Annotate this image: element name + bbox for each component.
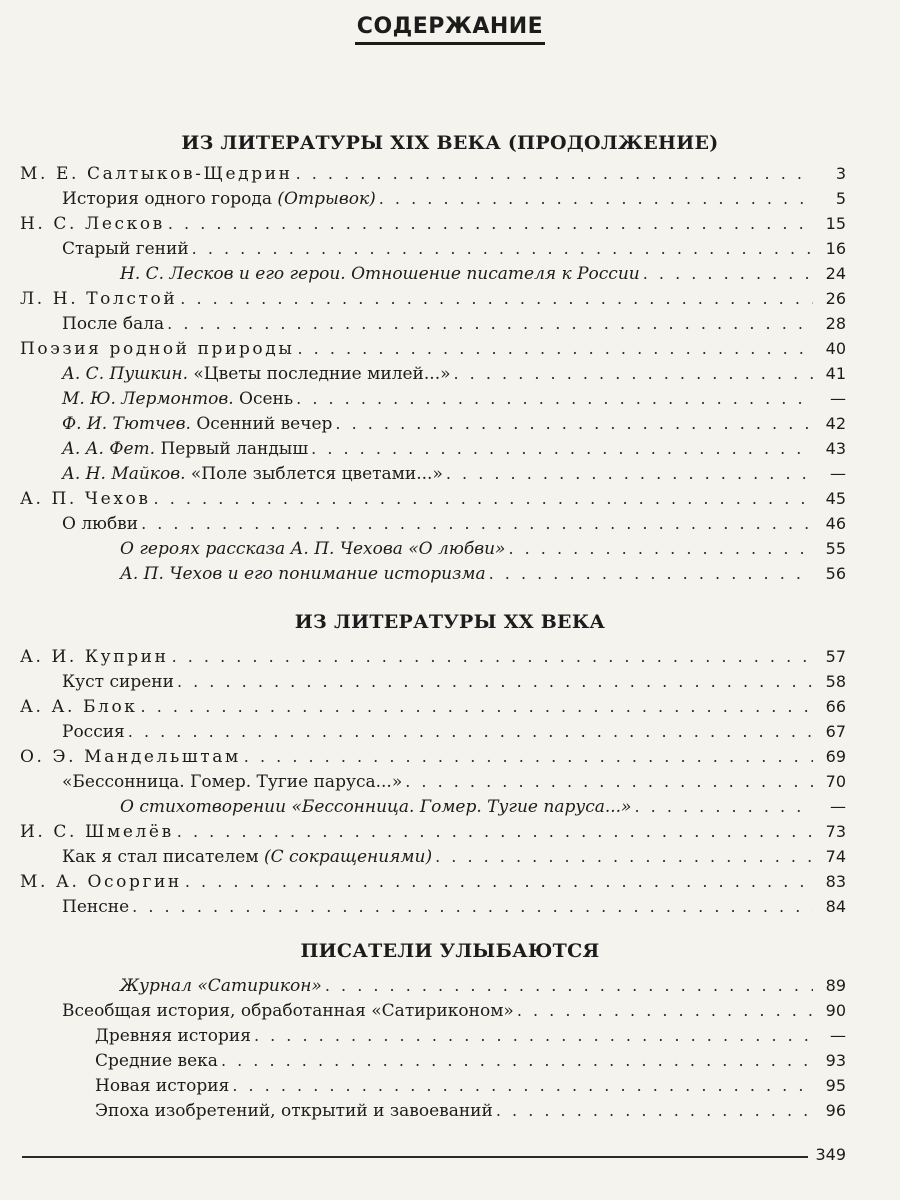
author-name: Поэзия родной природы bbox=[20, 339, 295, 359]
entry-title-part: (Отрывок) bbox=[277, 189, 376, 209]
entry-title-part: «Цветы последние милей...» bbox=[188, 364, 451, 384]
toc-page-number: 55 bbox=[825, 539, 846, 558]
toc-entry-title bbox=[95, 1049, 218, 1073]
dot-leader bbox=[446, 462, 813, 486]
toc-page-number: 56 bbox=[825, 564, 846, 583]
author-name: А. П. Чехов bbox=[20, 489, 151, 509]
toc-entry bbox=[62, 437, 846, 461]
toc-entry bbox=[20, 287, 846, 311]
toc-entry bbox=[20, 212, 846, 236]
toc-entry-title bbox=[62, 412, 332, 436]
toc-entry-title bbox=[62, 895, 129, 919]
dot-leader bbox=[496, 1099, 813, 1123]
toc-page-number: 69 bbox=[825, 747, 846, 766]
toc-page-number: 73 bbox=[825, 822, 846, 841]
toc-entry bbox=[62, 187, 846, 211]
entry-title-part: Первый ландыш bbox=[155, 439, 309, 459]
entry-title-part: Древняя история bbox=[95, 1026, 251, 1046]
dot-leader bbox=[335, 412, 813, 436]
entry-title-part: Средние века bbox=[95, 1051, 218, 1071]
entry-title-part: А. Н. Майков. bbox=[62, 464, 186, 484]
toc-entry bbox=[120, 974, 846, 998]
toc-entry bbox=[20, 820, 846, 844]
toc-entry bbox=[62, 387, 846, 411]
toc-page-number: 90 bbox=[825, 1001, 846, 1020]
toc-page-number: 15 bbox=[825, 214, 846, 233]
toc-page-number: 58 bbox=[825, 672, 846, 691]
author-name: М. Е. Салтыков-Щедрин bbox=[20, 164, 293, 184]
entry-title-part: А. П. Чехов и его понимание историзма bbox=[120, 564, 486, 584]
toc-entry-title bbox=[62, 187, 376, 211]
toc-entry bbox=[62, 845, 846, 869]
entry-title-part: О стихотворении «Бессонница. Гомер. Тугие паруса...» bbox=[120, 797, 632, 817]
toc-entry bbox=[62, 895, 846, 919]
toc-entry bbox=[95, 1099, 846, 1123]
dot-leader bbox=[311, 437, 813, 461]
dot-leader bbox=[177, 670, 813, 694]
dot-leader bbox=[167, 312, 813, 336]
toc-entry-title bbox=[20, 870, 182, 894]
toc-entry-title bbox=[20, 487, 151, 511]
author-name: А. А. Блок bbox=[20, 697, 138, 717]
toc-entry-title bbox=[62, 670, 174, 694]
toc-entry-title bbox=[62, 362, 451, 386]
entry-title-part: А. С. Пушкин. bbox=[62, 364, 188, 384]
dot-leader bbox=[297, 337, 813, 361]
toc-entry bbox=[20, 745, 846, 769]
toc-page-number: 74 bbox=[825, 847, 846, 866]
dot-leader bbox=[517, 999, 813, 1023]
entry-title-part: Пенсне bbox=[62, 897, 130, 917]
toc-entry bbox=[62, 362, 846, 386]
toc-entry-title bbox=[20, 695, 138, 719]
toc-entry-title bbox=[20, 745, 241, 769]
entry-title-part: О любви bbox=[62, 514, 139, 534]
toc-entry bbox=[20, 162, 846, 186]
toc-entry bbox=[95, 1024, 846, 1048]
dot-leader bbox=[643, 262, 813, 286]
dot-leader bbox=[177, 820, 813, 844]
toc-page-number: 84 bbox=[825, 897, 846, 916]
author-name: Н. С. Лесков bbox=[20, 214, 165, 234]
dot-leader bbox=[634, 795, 813, 819]
section-heading: ИЗ ЛИТЕРАТУРЫ XX ВЕКА bbox=[294, 611, 606, 633]
toc-entry-title bbox=[120, 262, 640, 286]
toc-entry-title bbox=[62, 437, 308, 461]
author-name: М. А. Осоргин bbox=[20, 872, 182, 892]
dot-leader bbox=[296, 387, 813, 411]
toc-page-number: 5 bbox=[835, 189, 846, 208]
entry-title-part: Журнал «Сатирикон» bbox=[120, 976, 322, 996]
toc-entry bbox=[95, 1049, 846, 1073]
toc-entry-title bbox=[95, 1099, 493, 1123]
author-name: О. Э. Мандельштам bbox=[20, 747, 241, 767]
toc-page-number: — bbox=[830, 1026, 846, 1045]
entry-title-part: Россия bbox=[62, 722, 125, 742]
toc-entry bbox=[62, 312, 846, 336]
entry-title-part: (С сокращениями) bbox=[263, 847, 433, 867]
toc-page-number: 93 bbox=[825, 1051, 846, 1070]
toc-entry-title bbox=[120, 537, 505, 561]
dot-leader bbox=[325, 974, 813, 998]
toc-entry-title bbox=[20, 162, 293, 186]
toc-entry-title bbox=[62, 387, 293, 411]
contents-title: СОДЕРЖАНИЕ bbox=[355, 14, 545, 45]
toc-page-number: 89 bbox=[825, 976, 846, 995]
toc-page-number: 41 bbox=[825, 364, 846, 383]
toc-entry bbox=[20, 487, 846, 511]
entry-title-part: После бала bbox=[62, 314, 165, 334]
toc-entry bbox=[20, 870, 846, 894]
dot-leader bbox=[232, 1074, 813, 1098]
toc-entry bbox=[62, 770, 846, 794]
entry-title-part: Как я стал писателем bbox=[62, 847, 264, 867]
dot-leader bbox=[128, 720, 813, 744]
toc-entry-title bbox=[62, 312, 164, 336]
toc-entry-title bbox=[20, 337, 294, 361]
author-name: А. И. Куприн bbox=[20, 647, 169, 667]
entry-title-part: «Бессонница. Гомер. Тугие паруса...» bbox=[62, 772, 403, 792]
dot-leader bbox=[221, 1049, 813, 1073]
toc-entry-title bbox=[95, 1024, 251, 1048]
toc-entry-title bbox=[120, 562, 486, 586]
dot-leader bbox=[141, 695, 813, 719]
toc-entry bbox=[120, 537, 846, 561]
page-number: 349 bbox=[815, 1145, 846, 1164]
toc-page-number: 43 bbox=[825, 439, 846, 458]
entry-title-part: Новая история bbox=[95, 1076, 230, 1096]
toc-page-number: 16 bbox=[825, 239, 846, 258]
entry-title-part: Старый гений bbox=[62, 239, 189, 259]
dot-leader bbox=[132, 895, 813, 919]
dot-leader bbox=[180, 287, 813, 311]
toc-page-number: 57 bbox=[825, 647, 846, 666]
entry-title-part: О героях рассказа А. П. Чехова «О любви» bbox=[120, 539, 506, 559]
toc-page-number: 42 bbox=[825, 414, 846, 433]
entry-title-part: История одного города bbox=[62, 189, 278, 209]
toc-entry-title bbox=[62, 237, 189, 261]
toc-entry bbox=[62, 412, 846, 436]
dot-leader bbox=[192, 237, 813, 261]
dot-leader bbox=[154, 487, 813, 511]
toc-entry bbox=[120, 795, 846, 819]
toc-entry-title bbox=[95, 1074, 229, 1098]
toc-page-number: — bbox=[830, 464, 846, 483]
entry-title-part: Куст сирени bbox=[62, 672, 174, 692]
section-heading: ПИСАТЕЛИ УЛЫБАЮТСЯ bbox=[300, 940, 600, 962]
entry-title-part: Осень bbox=[233, 389, 294, 409]
toc-entry bbox=[62, 720, 846, 744]
dot-leader bbox=[454, 362, 814, 386]
toc-page-number: 46 bbox=[825, 514, 846, 533]
entry-title-part: Н. С. Лесков и его герои. Отношение писателя к России bbox=[120, 264, 640, 284]
toc-entry bbox=[20, 645, 846, 669]
toc-entry bbox=[62, 237, 846, 261]
entry-title-part: «Поле зыблется цветами...» bbox=[185, 464, 443, 484]
dot-leader bbox=[172, 645, 813, 669]
toc-page-number: — bbox=[830, 389, 846, 408]
entry-title-part: Всеобщая история, обработанная «Сатириконом» bbox=[62, 1001, 514, 1021]
dot-leader bbox=[296, 162, 813, 186]
toc-entry bbox=[62, 512, 846, 536]
entry-title-part: Эпоха изобретений, открытий и завоеваний bbox=[95, 1101, 493, 1121]
toc-entry-title bbox=[120, 974, 322, 998]
toc-entry bbox=[120, 262, 846, 286]
toc-entry bbox=[62, 462, 846, 486]
toc-entry bbox=[95, 1074, 846, 1098]
toc-entry-title bbox=[20, 287, 177, 311]
author-name: Л. Н. Толстой bbox=[20, 289, 178, 309]
entry-title-part: А. А. Фет. bbox=[62, 439, 156, 459]
contents-title-block bbox=[0, 14, 900, 45]
toc-entry-title bbox=[62, 999, 514, 1023]
toc-entry bbox=[62, 999, 846, 1023]
footer-rule bbox=[22, 1156, 808, 1158]
author-name: И. С. Шмелёв bbox=[20, 822, 174, 842]
toc-entry bbox=[20, 337, 846, 361]
toc-entry-title bbox=[20, 645, 169, 669]
toc-entry bbox=[62, 670, 846, 694]
toc-page-number: 70 bbox=[825, 772, 846, 791]
dot-leader bbox=[508, 537, 813, 561]
toc-entry-title bbox=[20, 820, 174, 844]
toc-page-number: 96 bbox=[825, 1101, 846, 1120]
toc-entry-title bbox=[120, 795, 631, 819]
toc-entry-title bbox=[62, 845, 432, 869]
entry-title-part: М. Ю. Лермонтов. bbox=[62, 389, 234, 409]
dot-leader bbox=[254, 1024, 813, 1048]
toc-page-number: 26 bbox=[825, 289, 846, 308]
toc-entry bbox=[120, 562, 846, 586]
toc-page-number: 95 bbox=[825, 1076, 846, 1095]
dot-leader bbox=[379, 187, 813, 211]
section-heading: ИЗ ЛИТЕРАТУРЫ XIX ВЕКА (ПРОДОЛЖЕНИЕ) bbox=[181, 132, 719, 154]
toc-page-number: 28 bbox=[825, 314, 846, 333]
toc-page-number: — bbox=[830, 797, 846, 816]
dot-leader bbox=[435, 845, 813, 869]
dot-leader bbox=[405, 770, 813, 794]
toc-page-number: 66 bbox=[825, 697, 846, 716]
toc-page-number: 45 bbox=[825, 489, 846, 508]
toc-page-number: 24 bbox=[825, 264, 846, 283]
toc-entry-title bbox=[62, 462, 443, 486]
entry-title-part: Осенний вечер bbox=[190, 414, 333, 434]
toc-entry bbox=[20, 695, 846, 719]
toc-page-number: 40 bbox=[825, 339, 846, 358]
dot-leader bbox=[185, 870, 813, 894]
dot-leader bbox=[489, 562, 813, 586]
toc-page-number: 67 bbox=[825, 722, 846, 741]
toc-entry-title bbox=[62, 512, 138, 536]
toc-entry-title bbox=[62, 720, 125, 744]
toc-entry-title bbox=[62, 770, 402, 794]
entry-title-part: Ф. И. Тютчев. bbox=[62, 414, 191, 434]
toc-entry-title bbox=[20, 212, 165, 236]
dot-leader bbox=[244, 745, 813, 769]
dot-leader bbox=[168, 212, 813, 236]
toc-page-number: 3 bbox=[835, 164, 846, 183]
toc-page-number: 83 bbox=[825, 872, 846, 891]
dot-leader bbox=[141, 512, 813, 536]
